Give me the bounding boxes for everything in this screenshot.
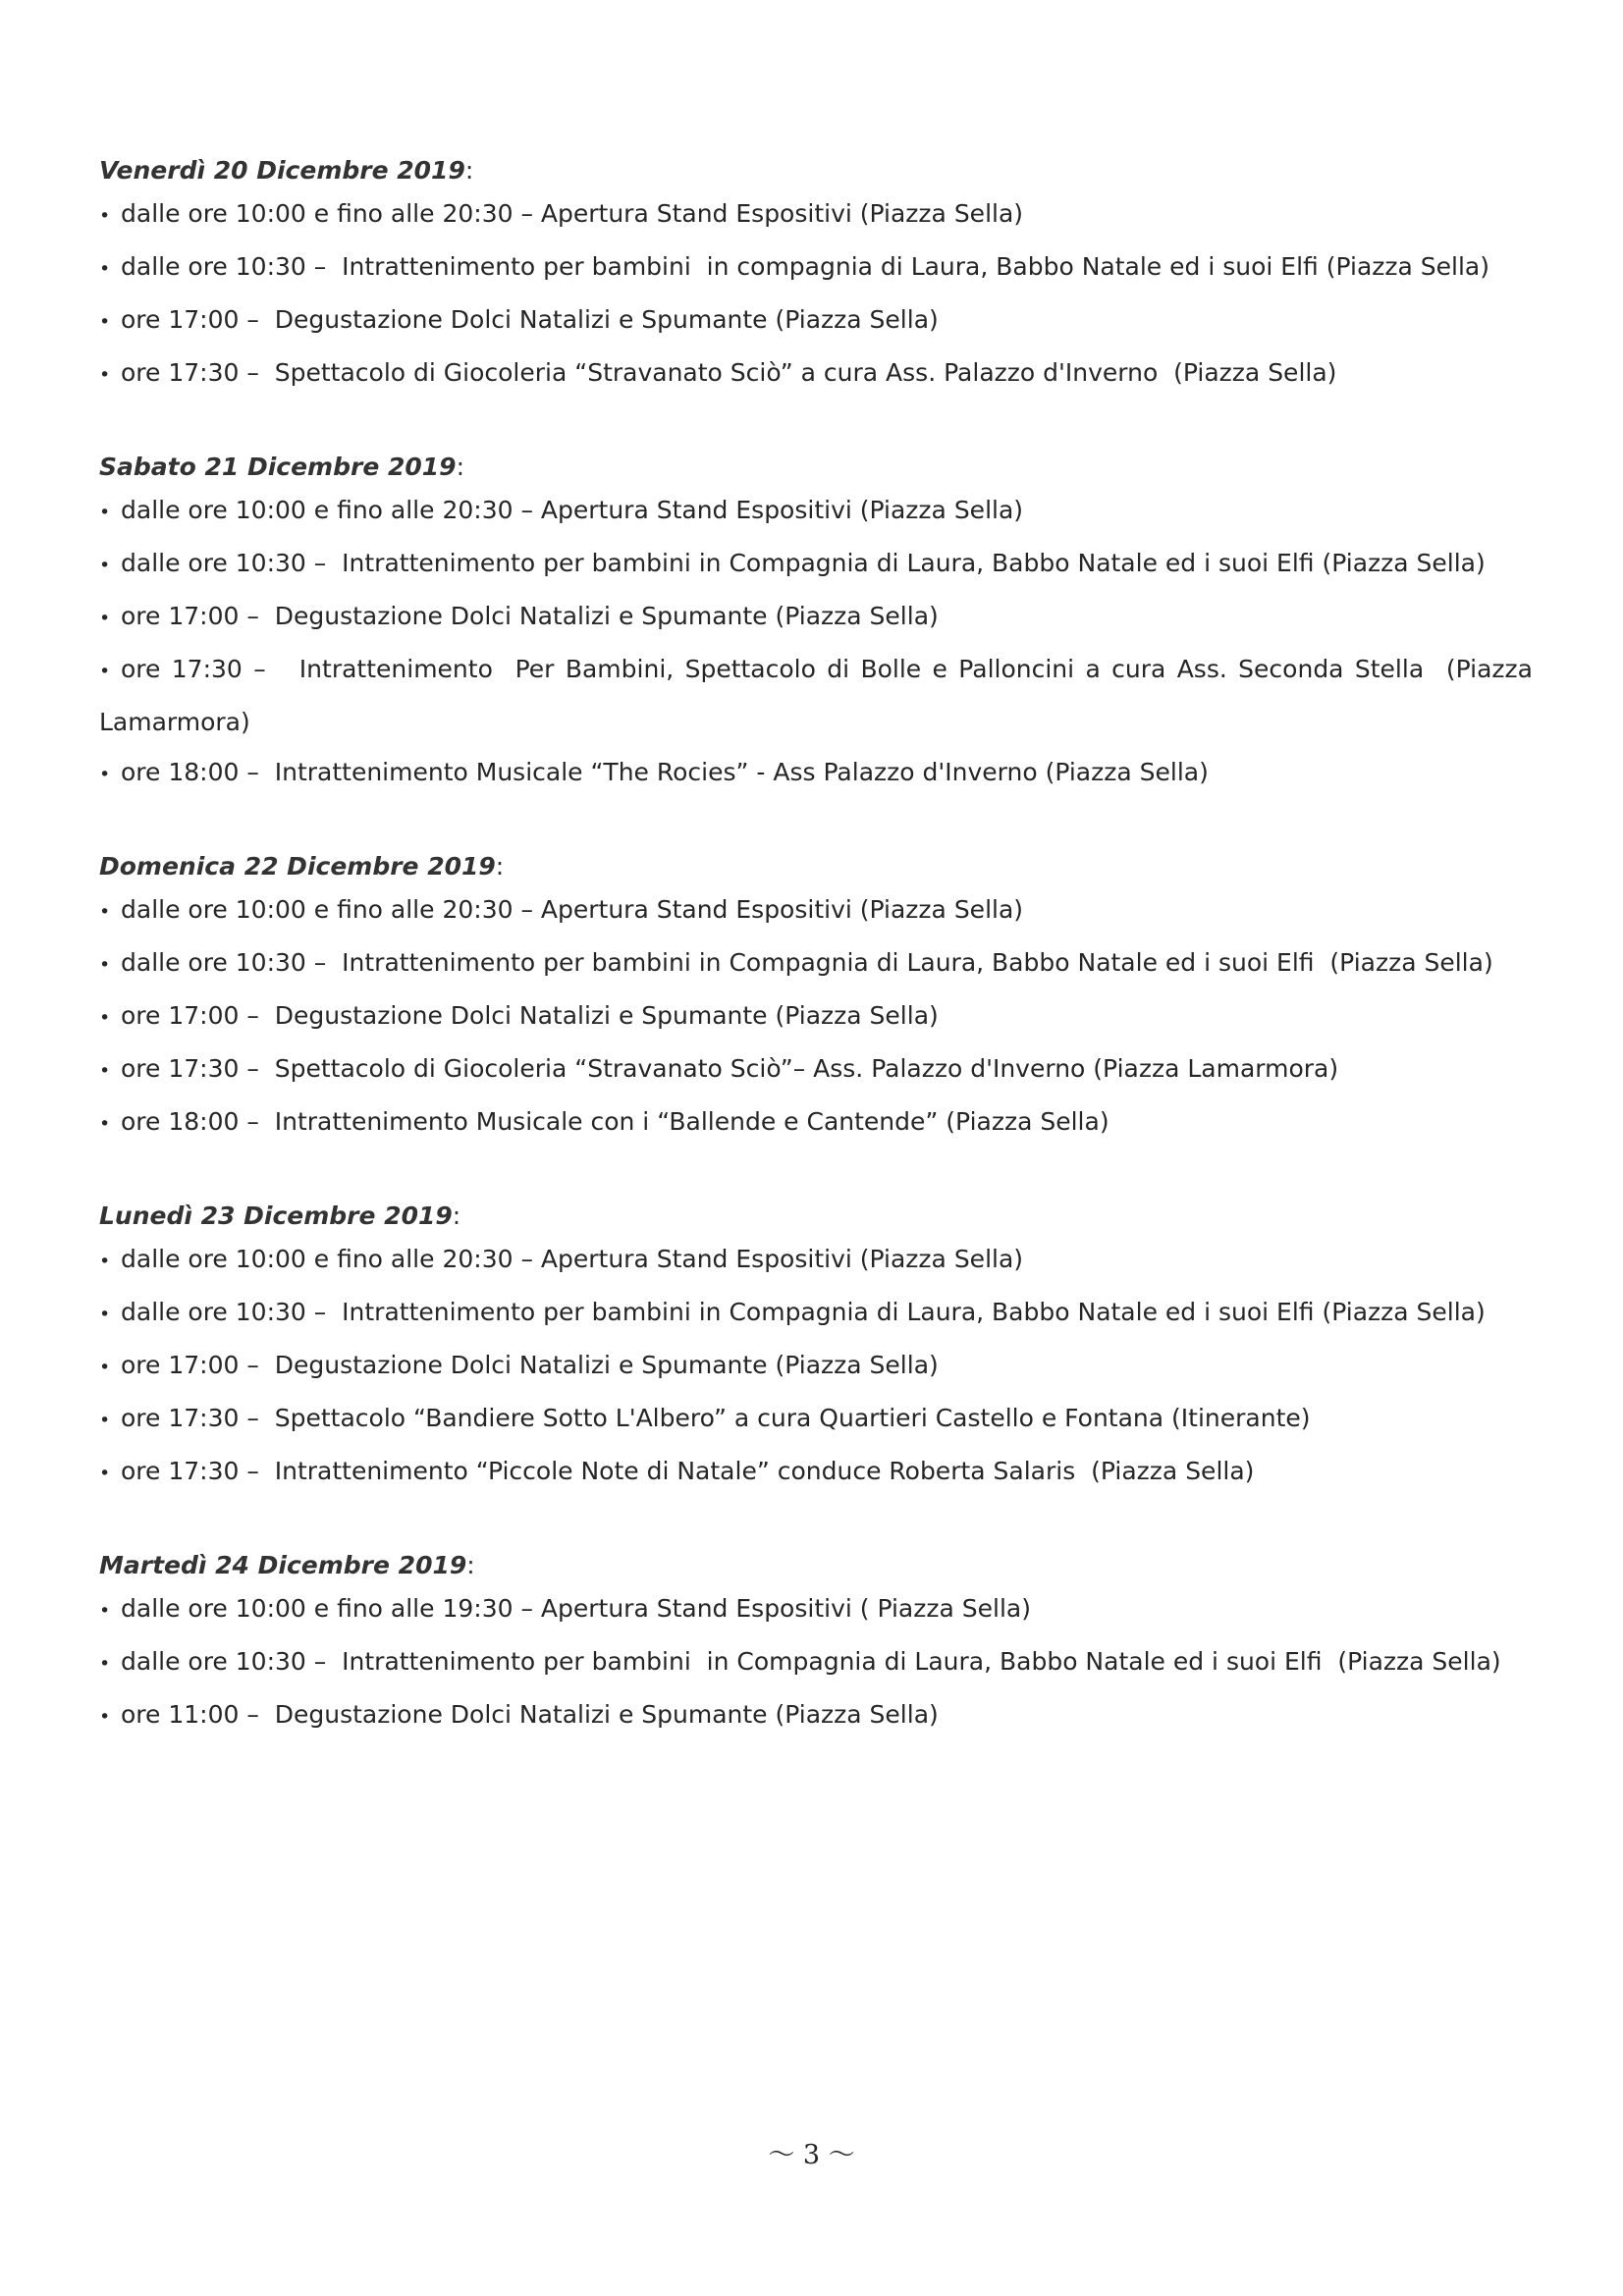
list-item [99, 937, 1533, 990]
list-item [99, 485, 1533, 538]
event-text: ore 17:30 – Spettacolo di Giocoleria “Stravanato Sciò” a cura Ass. Palazzo d'Inverno (Piazza Sella) [121, 358, 1337, 387]
event-text: dalle ore 10:30 – Intrattenimento per bambini in compagnia di Laura, Babbo Natale ed i suoi Elfi (Piazza Sella) [121, 252, 1489, 281]
event-text: dalle ore 10:00 e fino alle 19:30 – Apertura Stand Espositivi ( Piazza Sella) [121, 1594, 1031, 1623]
bullet: • [99, 1653, 111, 1675]
event-list [99, 1583, 1533, 1742]
bullet: • [99, 1600, 111, 1622]
day-heading-text: Lunedì 23 Dicembre 2019 [99, 1201, 453, 1230]
list-item [99, 294, 1533, 347]
list-item [99, 1340, 1533, 1393]
event-list [99, 884, 1533, 1149]
day-section-martedi [99, 1548, 1533, 1742]
list-item [99, 347, 1533, 400]
bullet: • [99, 608, 111, 629]
bullet: • [99, 364, 111, 386]
event-text: ore 17:30 – Intrattenimento “Piccole Note di Natale” conduce Roberta Salaris (Piazza Sella) [121, 1457, 1255, 1485]
bullet: • [99, 1463, 111, 1484]
event-text: dalle ore 10:00 e fino alle 20:30 – Apertura Stand Espositivi (Piazza Sella) [121, 1245, 1024, 1273]
event-text: dalle ore 10:00 e fino alle 20:30 – Apertura Stand Espositivi (Piazza Sella) [121, 199, 1024, 228]
day-heading-text: Domenica 22 Dicembre 2019 [99, 852, 496, 881]
bullet: • [99, 311, 111, 333]
event-text: ore 17:30 – Spettacolo di Giocoleria “Stravanato Sciò”– Ass. Palazzo d'Inverno (Piazza Lamarmora) [121, 1054, 1339, 1083]
heading-colon: : [466, 1551, 475, 1579]
document-body [99, 153, 1541, 1791]
bullet: • [99, 1060, 111, 1082]
bullet: • [99, 1113, 111, 1135]
heading-colon: : [452, 1201, 461, 1230]
event-text: dalle ore 10:30 – Intrattenimento per bambini in Compagnia di Laura, Babbo Natale ed i suoi Elfi (Piazza Sella) [121, 1298, 1486, 1326]
day-heading [99, 153, 1533, 188]
day-heading [99, 450, 1533, 485]
list-item [99, 1446, 1533, 1499]
list-item [99, 747, 1533, 800]
list-item [99, 1234, 1533, 1287]
bullet: • [99, 1410, 111, 1431]
event-text: ore 11:00 – Degustazione Dolci Natalizi e Spumante (Piazza Sella) [121, 1700, 939, 1729]
list-item [99, 591, 1533, 644]
list-item [99, 1043, 1533, 1096]
list-item [99, 1689, 1533, 1742]
day-section-venerdi [99, 153, 1533, 400]
list-item [99, 188, 1533, 241]
bullet: • [99, 555, 111, 576]
event-text: ore 18:00 – Intrattenimento Musicale con i “Ballende e Cantende” (Piazza Sella) [121, 1107, 1109, 1136]
day-heading-text: Martedì 24 Dicembre 2019 [99, 1551, 467, 1579]
event-text: dalle ore 10:30 – Intrattenimento per bambini in Compagnia di Laura, Babbo Natale ed i suoi Elfi (Piazza Sella) [121, 549, 1486, 577]
event-text: dalle ore 10:30 – Intrattenimento per bambini in Compagnia di Laura, Babbo Natale ed i suoi Elfi (Piazza Sella) [121, 948, 1493, 977]
bullet: • [99, 258, 111, 280]
event-text: dalle ore 10:00 e fino alle 20:30 – Apertura Stand Espositivi (Piazza Sella) [121, 496, 1024, 524]
event-text: ore 17:00 – Degustazione Dolci Natalizi e Spumante (Piazza Sella) [121, 1351, 939, 1379]
bullet: • [99, 1007, 111, 1029]
list-item [99, 241, 1533, 294]
bullet: • [99, 661, 111, 682]
day-heading [99, 1548, 1533, 1583]
list-item [99, 1096, 1533, 1149]
event-text: ore 17:00 – Degustazione Dolci Natalizi e Spumante (Piazza Sella) [121, 602, 939, 630]
day-heading [99, 849, 1533, 884]
bullet: • [99, 1251, 111, 1272]
list-item [99, 884, 1533, 937]
event-text: ore 17:00 – Degustazione Dolci Natalizi e Spumante (Piazza Sella) [121, 1001, 939, 1030]
list-item [99, 1583, 1533, 1636]
page-number: ～ 3 ～ [768, 2140, 855, 2170]
list-item [99, 1393, 1533, 1446]
event-text: ore 18:00 – Intrattenimento Musicale “The Rocies” - Ass Palazzo d'Inverno (Piazza Sella) [121, 758, 1209, 786]
bullet: • [99, 901, 111, 923]
list-item [99, 644, 1541, 747]
day-section-lunedi [99, 1199, 1533, 1499]
bullet: • [99, 1706, 111, 1728]
day-section-sabato [99, 450, 1541, 800]
list-item [99, 538, 1533, 591]
list-item [99, 1636, 1533, 1689]
event-text: ore 17:30 – Spettacolo “Bandiere Sotto L'Albero” a cura Quartieri Castello e Fontana (Itinerante) [121, 1404, 1311, 1432]
heading-colon: : [456, 453, 465, 481]
bullet: • [99, 954, 111, 976]
event-list [99, 1234, 1533, 1499]
bullet: • [99, 764, 111, 785]
list-item [99, 990, 1533, 1043]
day-section-domenica [99, 849, 1533, 1149]
event-text: ore 17:30 – Intrattenimento Per Bambini, Spettacolo di Bolle e Palloncini a cura Ass. Seconda Stella (Piazza Lamarmora) [99, 655, 1541, 736]
bullet: • [99, 1357, 111, 1378]
event-list [99, 188, 1533, 400]
event-text: ore 17:00 – Degustazione Dolci Natalizi e Spumante (Piazza Sella) [121, 305, 939, 334]
bullet: • [99, 1304, 111, 1325]
event-text: dalle ore 10:30 – Intrattenimento per bambini in Compagnia di Laura, Babbo Natale ed i suoi Elfi (Piazza Sella) [121, 1647, 1501, 1676]
event-text: dalle ore 10:00 e fino alle 20:30 – Apertura Stand Espositivi (Piazza Sella) [121, 895, 1024, 924]
bullet: • [99, 205, 111, 227]
day-heading [99, 1199, 1533, 1234]
heading-colon: : [464, 156, 474, 185]
heading-colon: : [495, 852, 505, 881]
day-heading-text: Venerdì 20 Dicembre 2019 [99, 156, 465, 185]
bullet: • [99, 502, 111, 523]
day-heading-text: Sabato 21 Dicembre 2019 [99, 453, 457, 481]
list-item [99, 1287, 1533, 1340]
event-list [99, 485, 1541, 800]
